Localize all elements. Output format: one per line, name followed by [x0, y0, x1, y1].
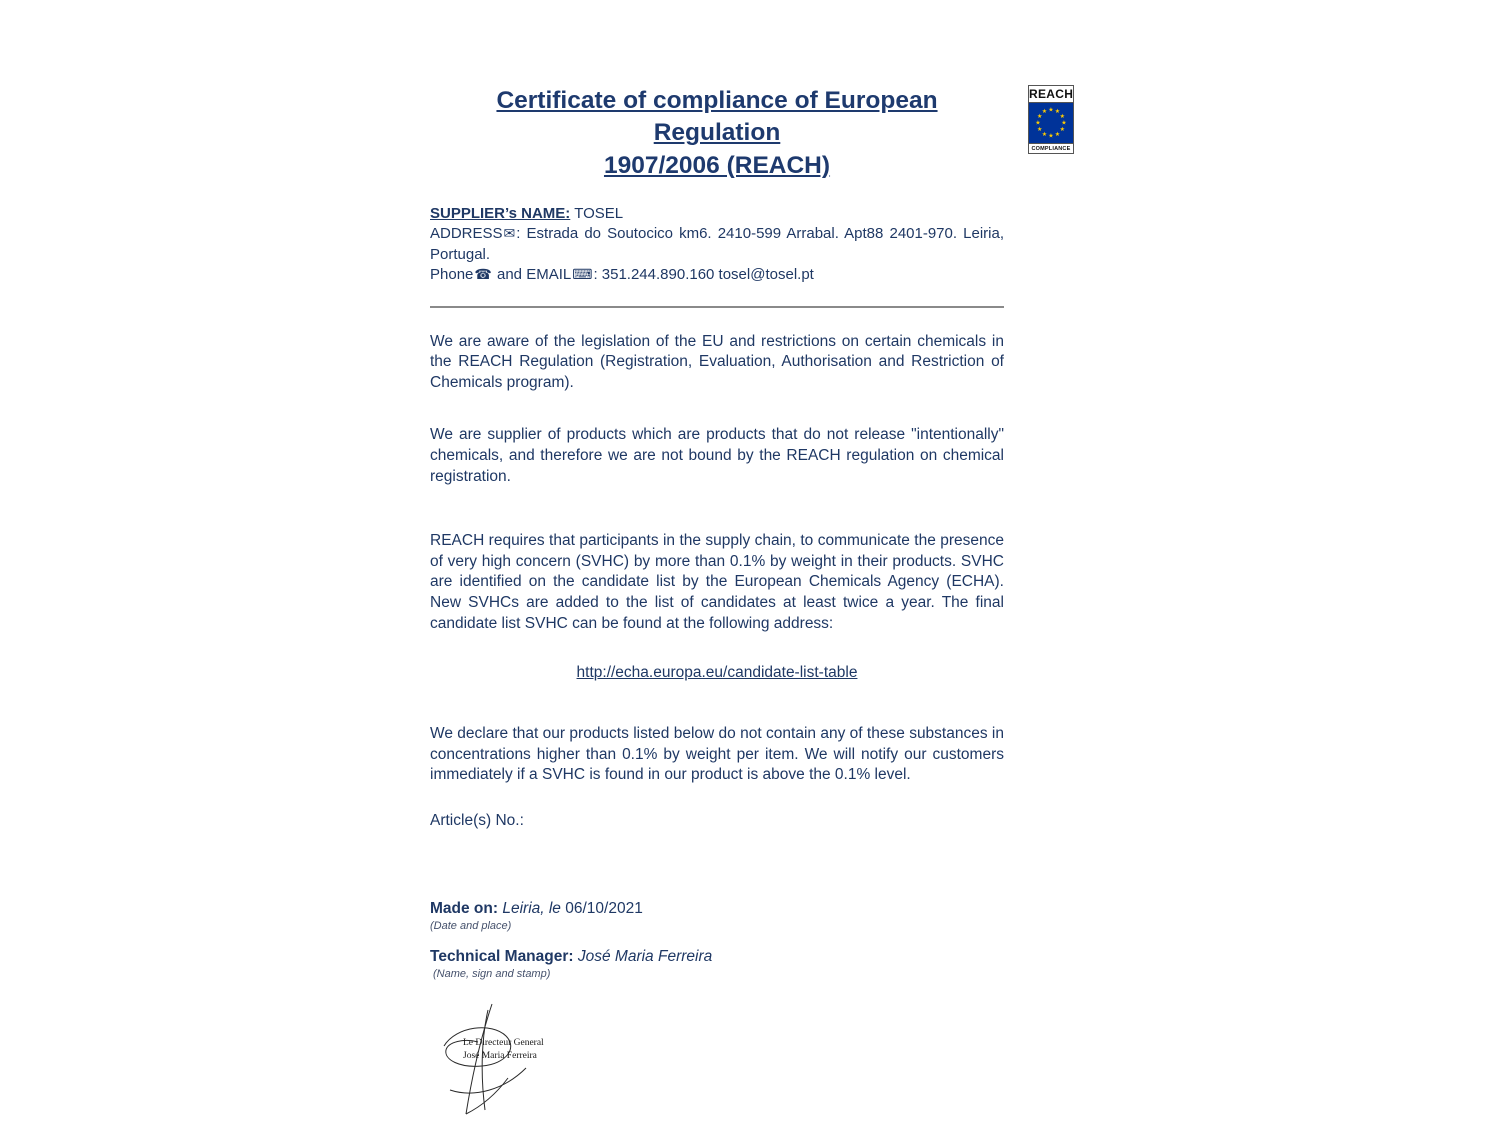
phone-icon: ☎ [474, 266, 492, 283]
svg-text:★: ★ [1035, 119, 1041, 127]
svg-text:★: ★ [1048, 132, 1054, 140]
candidate-list-link-row [430, 664, 1004, 682]
envelope-icon: ✉ [503, 225, 516, 242]
svg-text:★: ★ [1048, 106, 1054, 114]
signature-area [430, 1002, 600, 1117]
svg-text:★: ★ [1061, 119, 1067, 127]
supplier-name-value: TOSEL [574, 204, 624, 222]
svg-text:★: ★ [1059, 113, 1065, 120]
stamp-text [463, 1037, 544, 1063]
svg-text:★: ★ [1054, 108, 1061, 116]
address-value: : Estrada do Soutocico km6. 2410-599 Arrabal. Apt88 2401-970. Leiria, Portugal. [430, 225, 1004, 263]
articles-label: Article(s) No.: [430, 812, 524, 830]
title-line-2: 1907/2006 (REACH) [603, 151, 831, 179]
svg-text:★: ★ [1041, 108, 1048, 116]
made-on-date: 06/10/2021 [565, 900, 643, 918]
reach-compliance-logo [1028, 85, 1074, 154]
svg-text:★: ★ [1041, 130, 1048, 138]
supplier-name-label: SUPPLIER’s NAME: [430, 204, 571, 222]
address-label: ADDRESS [430, 225, 503, 243]
reach-logo-title: REACH [1029, 87, 1074, 101]
paragraph-reach-requirements: REACH requires that participants in the supply chain, to communicate the presence of very high concern (SVHC) by more than 0.1% by weight in their products. SVHC are identified on the candidate list by the European Chemicals Agency (ECHA). New SVHCs are added to the list of candidates at least twice a year. The final candidate list SVHC can be found at the following address: [430, 532, 1004, 632]
made-on-label: Made on: [430, 900, 499, 918]
reach-logo-compliance-label: COMPLIANCE [1028, 143, 1074, 154]
svg-text:★: ★ [1037, 113, 1043, 120]
paragraph-supplier-statement: We are supplier of products which are products that do not release "intentionally" chemicals, and therefore we are not bound by the REACH regulation on chemical registration. [430, 426, 1004, 485]
technical-manager-label: Technical Manager: [430, 948, 574, 966]
supplier-block [430, 204, 1004, 286]
email-terminal-icon: ⌨ [572, 266, 593, 283]
supplier-contact-line [430, 265, 1004, 285]
technical-manager-name: José Maria Ferreira [577, 948, 713, 966]
stamp-line-2: José Maria Ferreira [463, 1050, 537, 1061]
and-email-label: and EMAIL [492, 266, 572, 284]
made-on-place: Leiria, le [502, 900, 561, 918]
document-content [430, 85, 1004, 1117]
candidate-list-link[interactable]: http://echa.europa.eu/candidate-list-table [576, 664, 858, 682]
contact-value: : 351.244.890.160 tosel@tosel.pt [593, 266, 814, 284]
name-sign-stamp-note: (Name, sign and stamp) [433, 968, 551, 981]
horizontal-divider [430, 306, 1004, 308]
supplier-name-line [430, 204, 1004, 224]
made-on-line [430, 900, 1004, 918]
page-title [430, 85, 1004, 182]
paragraph-legislation-awareness: We are aware of the legislation of the EU and restrictions on certain chemicals in the REACH Regulation (Registration, Evaluation, Authorisation and Restriction of Chemicals program). [430, 332, 1004, 391]
svg-text:★: ★ [1054, 130, 1061, 138]
paragraph-declaration: We declare that our products listed below do not contain any of these substances in concentrations higher than 0.1% by weight per item. We will notify our customers immediately if a SVHC is found in our product is above the 0.1% level. [430, 725, 1004, 784]
supplier-address-line [430, 224, 1004, 265]
date-place-note: (Date and place) [430, 920, 512, 933]
title-line-1: Certificate of compliance of European Regulation [496, 87, 938, 147]
svg-text:★: ★ [1059, 126, 1065, 133]
svg-text:★: ★ [1037, 126, 1043, 133]
phone-label: Phone [430, 266, 474, 284]
stamp-line-1: Le Directeur General [463, 1038, 544, 1049]
eu-flag-icon [1028, 102, 1074, 143]
technical-manager-line [430, 948, 1004, 966]
